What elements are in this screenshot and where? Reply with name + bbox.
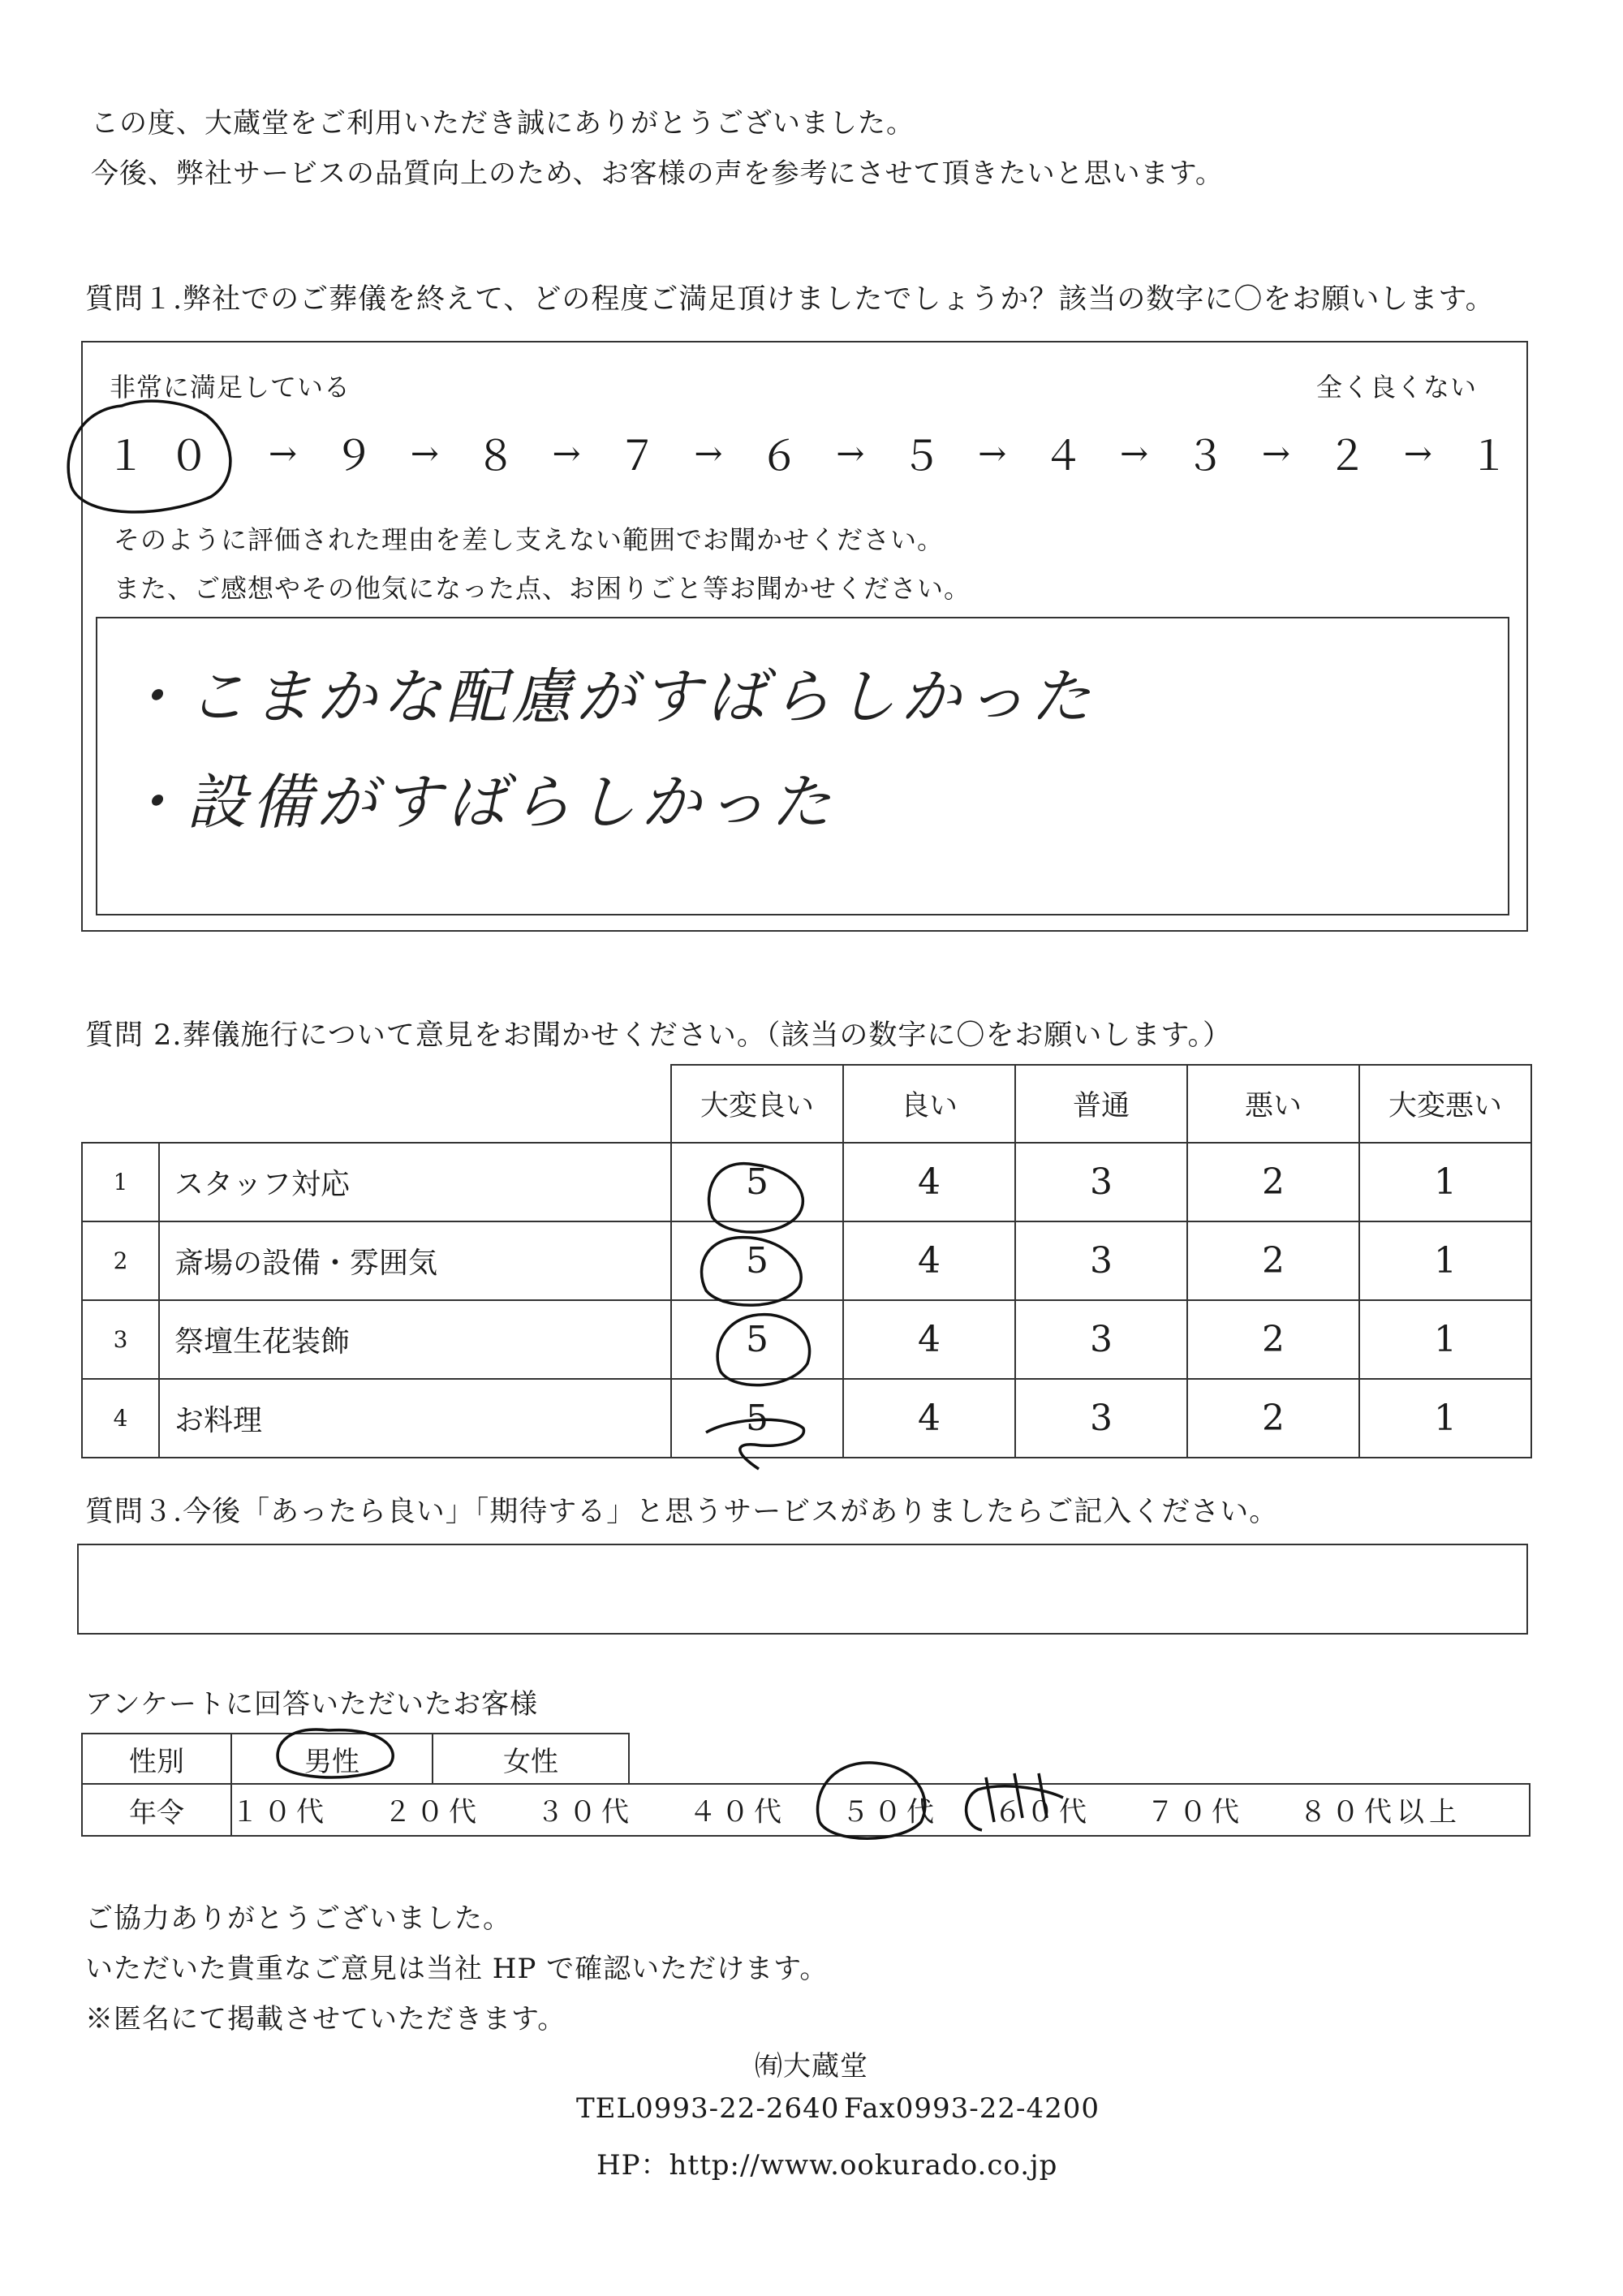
q1-prompt-2: また、ご感想やその他気になった点、お困りごと等お聞かせください。 <box>114 573 971 604</box>
blank-cell <box>82 1065 159 1143</box>
age-option-20s[interactable]: ２０代 <box>384 1795 481 1829</box>
age-option-70s[interactable]: ７０代 <box>1147 1795 1244 1829</box>
row-item: お料理 <box>159 1379 671 1458</box>
score-option[interactable]: 2 <box>1187 1300 1359 1379</box>
scale-option-7[interactable]: ７ <box>617 433 658 480</box>
scale-option-1[interactable]: １ <box>1468 433 1509 480</box>
age-option-50s[interactable]: ５０代 <box>842 1795 939 1829</box>
q1-label-right: 全く良くない <box>1316 372 1478 403</box>
score-option[interactable]: 4 <box>843 1143 1015 1221</box>
row-item: 祭壇生花装飾 <box>159 1300 671 1379</box>
q1-label-left: 非常に満足している <box>110 372 351 403</box>
q2-question: 質問 2.葬儀施行について意見をお聞かせください。（該当の数字に〇をお願いします。） <box>85 1019 1233 1052</box>
score-option[interactable]: 3 <box>1015 1379 1187 1458</box>
row-number: 3 <box>82 1300 159 1379</box>
arrow-icon: → <box>694 433 723 473</box>
q1-question: 質問１.弊社でのご葬儀を終えて、どの程度ご満足頂けましたでしょうか？該当の数字に〇をお願いします。 <box>85 283 1495 316</box>
column-header: 良い <box>843 1065 1015 1143</box>
company-fax: Fax0993-22-4200 <box>844 2092 1100 2125</box>
blank-cell <box>159 1065 671 1143</box>
score-option[interactable]: 1 <box>1359 1300 1531 1379</box>
closing-line-2: いただいた貴重なご意見は当社 HP で確認いただけます。 <box>85 1953 829 1985</box>
table-row <box>82 1379 1531 1458</box>
row-number: 2 <box>82 1221 159 1300</box>
arrow-icon: → <box>1261 433 1291 473</box>
score-option[interactable]: 1 <box>1359 1143 1531 1221</box>
intro-line-1: この度、大蔵堂をご利用いただき誠にありがとうございました。 <box>91 107 915 140</box>
age-option-30s[interactable]: ３０代 <box>536 1795 634 1829</box>
table-row <box>82 1300 1531 1379</box>
scale-option-9[interactable]: ９ <box>333 433 374 480</box>
scale-option-10[interactable]: １０ <box>105 433 232 480</box>
score-option[interactable]: 1 <box>1359 1221 1531 1300</box>
scale-option-8[interactable]: ８ <box>475 433 516 480</box>
arrow-icon: → <box>410 433 439 473</box>
age-option-80s[interactable]: ８０代以上 <box>1299 1795 1462 1829</box>
table-row <box>82 1143 1531 1221</box>
score-option[interactable]: 2 <box>1187 1379 1359 1458</box>
scale-option-6[interactable]: ６ <box>759 433 800 480</box>
gender-label: 性別 <box>82 1734 231 1784</box>
age-options <box>231 1786 1530 1833</box>
q2-rating-table <box>81 1064 1532 1458</box>
score-option[interactable]: 2 <box>1187 1143 1359 1221</box>
table-header-row <box>82 1065 1531 1143</box>
company-hp[interactable]: HP：http://www.ookurado.co.jp <box>596 2149 1058 2182</box>
column-header: 大変悪い <box>1359 1065 1531 1143</box>
company-name: ㈲大蔵堂 <box>755 2050 868 2083</box>
score-option[interactable]: 3 <box>1015 1143 1187 1221</box>
handwritten-comment-1: ・こまかな配慮がすばらしかった <box>122 662 1096 732</box>
closing-line-1: ご協力ありがとうございました。 <box>85 1902 511 1935</box>
row-number: 1 <box>82 1143 159 1221</box>
score-option[interactable]: 3 <box>1015 1221 1187 1300</box>
score-option[interactable]: 5 <box>671 1300 843 1379</box>
gender-table <box>81 1733 630 1785</box>
company-tel: TEL0993-22-2640 <box>576 2092 840 2125</box>
arrow-icon: → <box>1403 433 1432 473</box>
arrow-icon: → <box>1119 433 1149 473</box>
intro-line-2: 今後、弊社サービスの品質向上のため、お客様の声を参考にさせて頂きたいと思います。 <box>91 157 1224 190</box>
table-row <box>82 1221 1531 1300</box>
score-option[interactable]: 5 <box>671 1221 843 1300</box>
row-number: 4 <box>82 1379 159 1458</box>
score-option[interactable]: 5 <box>671 1379 843 1458</box>
q1-prompt-1: そのように評価された理由を差し支えない範囲でお聞かせください。 <box>114 524 945 555</box>
score-option[interactable]: 2 <box>1187 1221 1359 1300</box>
column-header: 悪い <box>1187 1065 1359 1143</box>
score-option[interactable]: 3 <box>1015 1300 1187 1379</box>
gender-option-male[interactable]: 男性 <box>231 1734 433 1784</box>
arrow-icon: → <box>978 433 1007 473</box>
scale-option-3[interactable]: ３ <box>1185 433 1226 480</box>
scale-option-5[interactable]: ５ <box>901 433 942 480</box>
row-item: 斎場の設備・雰囲気 <box>159 1221 671 1300</box>
gender-option-female[interactable]: 女性 <box>433 1734 629 1784</box>
scale-option-4[interactable]: ４ <box>1043 433 1084 480</box>
closing-line-3: ※匿名にて掲載させていただきます。 <box>85 2003 566 2035</box>
score-option[interactable]: 4 <box>843 1300 1015 1379</box>
row-item: スタッフ対応 <box>159 1143 671 1221</box>
age-option-10s[interactable]: １０代 <box>231 1795 329 1829</box>
score-option[interactable]: 1 <box>1359 1379 1531 1458</box>
age-option-40s[interactable]: ４０代 <box>689 1795 786 1829</box>
arrow-icon: → <box>552 433 581 473</box>
q3-answer-box[interactable] <box>77 1544 1528 1635</box>
handwritten-comment-2: ・設備がすばらしかった <box>122 768 836 838</box>
column-header: 普通 <box>1015 1065 1187 1143</box>
age-label: 年令 <box>82 1784 231 1836</box>
arrow-icon: → <box>836 433 865 473</box>
column-header: 大変良い <box>671 1065 843 1143</box>
age-option-60s[interactable]: ６０代 <box>994 1795 1091 1829</box>
score-option[interactable]: 5 <box>671 1143 843 1221</box>
score-option[interactable]: 4 <box>843 1379 1015 1458</box>
arrow-icon: → <box>268 433 298 473</box>
respondent-heading: アンケートに回答いただいたお客様 <box>85 1688 538 1721</box>
q3-question: 質問３.今後「あったら良い」「期待する」と思うサービスがありましたらご記入ください。 <box>85 1496 1279 1528</box>
scale-option-2[interactable]: ２ <box>1326 433 1367 480</box>
score-option[interactable]: 4 <box>843 1221 1015 1300</box>
q1-scale[interactable] <box>105 420 1509 485</box>
